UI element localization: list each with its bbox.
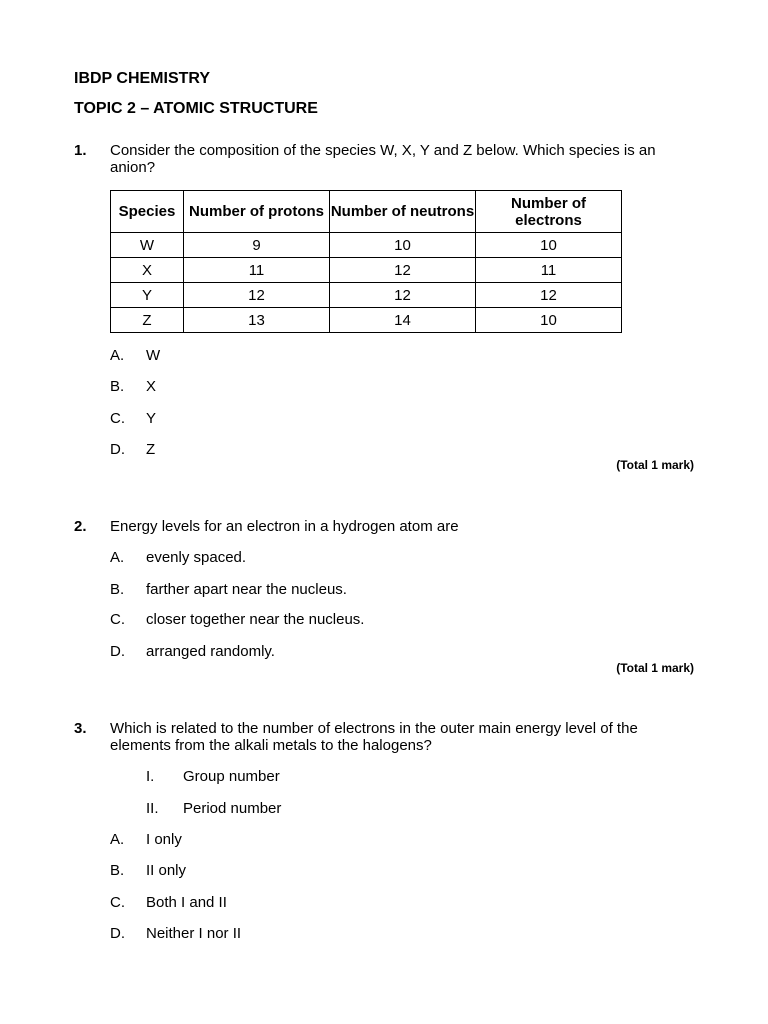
cell-neutrons: 12 [330,258,476,283]
table-header-row [111,191,622,233]
header-electrons: Number of electrons [476,191,622,233]
course-title: IBDP CHEMISTRY [74,70,211,87]
header-neutrons: Number of neutrons [330,191,476,233]
header-species: Species [111,191,184,233]
q2-option-d-letter: D. [110,643,125,660]
question-3-number: 3. [74,720,87,737]
q2-option-a-text: evenly spaced. [146,549,247,566]
cell-species: Z [111,308,184,333]
q1-option-d-text: Z [146,441,156,458]
question-3-text: Which is related to the number of electrons in the outer main energy level of the elements from the alkali metals to the halogens? [110,720,638,754]
cell-protons: 12 [184,283,330,308]
table-row [111,233,622,258]
q1-total-mark: (Total 1 mark) [616,458,694,472]
q1-option-a-letter: A. [110,347,125,364]
q1-option-b-letter: B. [110,378,125,395]
q3-option-c-letter: C. [110,894,125,911]
cell-electrons: 10 [476,308,622,333]
cell-protons: 9 [184,233,330,258]
cell-species: Y [111,283,184,308]
q3-option-c-text: Both I and II [146,894,227,911]
q1-option-d-letter: D. [110,441,125,458]
q3-option-a-text: I only [146,831,182,848]
table-row [111,283,622,308]
q1-option-c-letter: C. [110,410,125,427]
q1-option-c-text: Y [146,410,157,427]
cell-protons: 13 [184,308,330,333]
cell-electrons: 10 [476,233,622,258]
cell-neutrons: 10 [330,233,476,258]
header-protons: Number of protons [184,191,330,233]
q2-option-d-text: arranged randomly. [146,643,275,660]
q3-statement-2-text: Period number [183,800,282,817]
q1-option-a-text: W [146,347,161,364]
q3-option-b-text: II only [146,862,187,879]
question-2-text: Energy levels for an electron in a hydrogen atom are [110,518,459,535]
question-2-number: 2. [74,518,87,535]
q3-statement-1-numeral: I. [146,768,155,785]
cell-species: X [111,258,184,283]
question-1-number: 1. [74,142,87,159]
q3-option-b-letter: B. [110,862,125,879]
q3-statement-1-text: Group number [183,768,280,785]
cell-neutrons: 12 [330,283,476,308]
q2-option-b-text: farther apart near the nucleus. [146,581,347,598]
cell-species: W [111,233,184,258]
table-row [111,308,622,333]
cell-electrons: 12 [476,283,622,308]
q3-option-d-letter: D. [110,925,125,942]
q2-total-mark: (Total 1 mark) [616,661,694,675]
q2-option-c-letter: C. [110,611,125,628]
composition-table [110,190,622,333]
q3-option-d-text: Neither I nor II [146,925,242,942]
cell-neutrons: 14 [330,308,476,333]
q2-option-b-letter: B. [110,581,125,598]
table-row [111,258,622,283]
q2-option-c-text: closer together near the nucleus. [146,611,365,628]
q3-option-a-letter: A. [110,831,125,848]
cell-electrons: 11 [476,258,622,283]
q2-option-a-letter: A. [110,549,125,566]
q1-option-b-text: X [146,378,157,395]
cell-protons: 11 [184,258,330,283]
q3-statement-2-numeral: II. [146,800,159,817]
topic-title: TOPIC 2 – ATOMIC STRUCTURE [74,100,318,117]
question-1-text: Consider the composition of the species W, X, Y and Z below. Which species is an anion? [110,142,656,176]
